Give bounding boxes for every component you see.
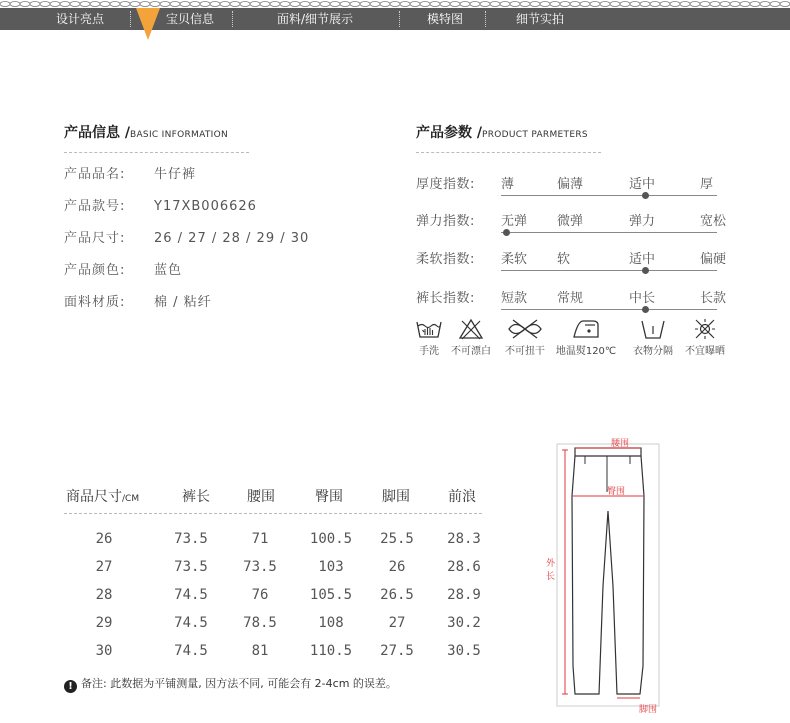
param-option: 微弹 xyxy=(557,214,584,229)
param-selected-dot xyxy=(642,306,649,313)
size-row-value: 74.5 xyxy=(174,643,208,659)
param-option: 长款 xyxy=(700,291,727,306)
basic-info-title xyxy=(64,122,228,142)
size-row-value: 28.6 xyxy=(447,559,481,575)
info-value: Y17XB006626 xyxy=(154,199,257,214)
param-option: 薄 xyxy=(501,177,515,192)
param-option: 偏硬 xyxy=(700,252,727,267)
warning-icon: ! xyxy=(64,680,77,693)
basic-info-title-cn: 产品信息 / xyxy=(64,125,130,141)
size-row-size: 29 xyxy=(95,615,113,631)
size-row-value: 26 xyxy=(388,559,406,575)
size-row-size: 26 xyxy=(95,531,113,547)
measurement-note xyxy=(64,675,397,693)
info-value: 牛仔裤 xyxy=(154,167,197,182)
size-row-value: 30.2 xyxy=(447,615,481,631)
param-selected-dot xyxy=(642,192,649,199)
param-option: 适中 xyxy=(629,177,656,192)
param-label: 裤长指数: xyxy=(416,291,475,306)
size-table-header-title xyxy=(66,486,139,506)
nav-separator xyxy=(232,11,233,27)
note-text: 备注: 此数据为平铺测量, 因方法不同, 可能会有 2-4cm 的误差。 xyxy=(81,677,397,690)
info-value: 26 / 27 / 28 / 29 / 30 xyxy=(154,231,310,246)
care-label: 不可漂白 xyxy=(451,346,491,357)
params-title-en: PRODUCT PARMETERS xyxy=(482,130,588,140)
size-row-value: 76 xyxy=(251,587,269,603)
size-header-unit: /CM xyxy=(122,494,140,504)
nav-separator xyxy=(130,11,131,27)
param-scale-line xyxy=(501,232,717,233)
size-row-value: 105.5 xyxy=(309,587,353,603)
pants-outline-icon xyxy=(545,436,675,716)
no-bleach-icon xyxy=(458,318,484,340)
care-low-iron xyxy=(555,318,617,357)
param-option: 柔软 xyxy=(501,252,528,267)
param-scale-line xyxy=(501,309,717,310)
size-row-value: 30.5 xyxy=(447,643,481,659)
size-row-value: 108 xyxy=(318,615,344,631)
info-row-material xyxy=(64,293,212,313)
nav-tab-design[interactable]: 设计亮点 xyxy=(55,12,104,26)
care-label: 手洗 xyxy=(419,346,439,357)
nav-tab-model[interactable]: 模特图 xyxy=(426,12,463,26)
size-row-size: 28 xyxy=(95,587,113,603)
nav-tab-fabric-detail[interactable]: 面料/细节展示 xyxy=(276,12,354,26)
info-row-style-no xyxy=(64,197,257,217)
size-row-value: 26.5 xyxy=(380,587,414,603)
nav-separator xyxy=(399,11,400,27)
param-selected-dot xyxy=(503,229,510,236)
size-row-value: 110.5 xyxy=(309,643,353,659)
size-col-header: 脚围 xyxy=(382,489,410,505)
param-option: 适中 xyxy=(629,252,656,267)
care-no-bleach xyxy=(446,318,496,357)
divider xyxy=(64,513,482,514)
care-no-wring xyxy=(500,318,550,357)
size-row-value: 81 xyxy=(251,643,269,659)
care-no-sun-dry xyxy=(681,318,729,357)
info-value: 蓝色 xyxy=(154,263,183,278)
param-option: 偏薄 xyxy=(557,177,584,192)
active-tab-arrow-icon xyxy=(136,8,160,40)
size-row-value: 27 xyxy=(388,615,406,631)
hem-label: 脚围 xyxy=(639,705,658,715)
param-label: 弹力指数: xyxy=(416,214,475,229)
info-label: 产品品名: xyxy=(64,167,126,182)
size-row-size: 30 xyxy=(95,643,113,659)
waist-label: 腰围 xyxy=(611,439,630,449)
param-option: 软 xyxy=(557,252,571,267)
care-hand-wash xyxy=(413,318,445,357)
param-option: 常规 xyxy=(557,291,584,306)
info-label: 产品尺寸: xyxy=(64,231,126,246)
size-col-header: 裤长 xyxy=(182,489,210,505)
info-label: 面料材质: xyxy=(64,295,126,310)
length-label-1: 外 xyxy=(546,559,556,569)
divider xyxy=(416,152,601,153)
nav-tab-product-info[interactable]: 宝贝信息 xyxy=(165,12,214,26)
params-title-cn: 产品参数 / xyxy=(416,125,482,141)
size-row-value: 100.5 xyxy=(309,531,353,547)
param-label: 柔软指数: xyxy=(416,252,475,267)
param-option: 中长 xyxy=(629,291,656,306)
size-row-value: 73.5 xyxy=(174,559,208,575)
no-wring-icon xyxy=(505,318,545,340)
size-row-value: 74.5 xyxy=(174,615,208,631)
info-label: 产品款号: xyxy=(64,199,126,214)
size-col-header: 腰围 xyxy=(247,489,275,505)
size-col-header: 前浪 xyxy=(448,489,476,505)
size-header-main: 商品尺寸 xyxy=(66,489,122,505)
care-label: 不宜曝晒 xyxy=(685,346,725,357)
length-label-2: 长 xyxy=(546,572,556,582)
info-label: 产品颜色: xyxy=(64,263,126,278)
hip-label: 臀围 xyxy=(607,487,626,497)
size-row-value: 73.5 xyxy=(174,531,208,547)
param-scale-line xyxy=(501,270,717,271)
care-label: 衣物分隔 xyxy=(633,346,673,357)
size-row-value: 103 xyxy=(318,559,344,575)
param-option: 无弹 xyxy=(501,214,528,229)
param-option: 宽松 xyxy=(700,214,727,229)
param-option: 短款 xyxy=(501,291,528,306)
size-row-value: 74.5 xyxy=(174,587,208,603)
info-row-color xyxy=(64,261,182,281)
size-row-value: 27.5 xyxy=(380,643,414,659)
care-label: 地温熨120℃ xyxy=(555,346,617,357)
nav-separator xyxy=(485,11,486,27)
param-selected-dot xyxy=(642,267,649,274)
care-label: 不可扭干 xyxy=(505,346,545,357)
size-row-value: 78.5 xyxy=(243,615,277,631)
top-decorative-border xyxy=(0,0,790,8)
param-label: 厚度指数: xyxy=(416,177,475,192)
wash-separately-icon xyxy=(639,318,667,340)
size-row-value: 25.5 xyxy=(380,531,414,547)
basic-info-title-en: BASIC INFORMATION xyxy=(130,130,229,140)
info-value: 棉 / 粘纤 xyxy=(154,295,212,310)
low-iron-icon xyxy=(571,318,601,340)
no-sun-dry-icon xyxy=(693,318,717,340)
pants-diagram xyxy=(545,436,675,720)
size-col-header: 臀围 xyxy=(315,489,343,505)
size-row-value: 71 xyxy=(251,531,269,547)
nav-tab-detail-photos[interactable]: 细节实拍 xyxy=(515,12,564,26)
size-row-size: 27 xyxy=(95,559,113,575)
divider xyxy=(64,152,249,153)
info-row-name xyxy=(64,165,196,185)
nav-bar xyxy=(0,8,790,30)
param-option: 厚 xyxy=(700,177,714,192)
size-row-value: 28.3 xyxy=(447,531,481,547)
info-row-sizes xyxy=(64,229,309,249)
size-row-value: 28.9 xyxy=(447,587,481,603)
care-wash-separately xyxy=(626,318,680,357)
size-row-value: 73.5 xyxy=(243,559,277,575)
hand-wash-icon xyxy=(415,318,443,340)
param-scale-line xyxy=(501,195,717,196)
param-option: 弹力 xyxy=(629,214,656,229)
params-title xyxy=(416,122,588,142)
